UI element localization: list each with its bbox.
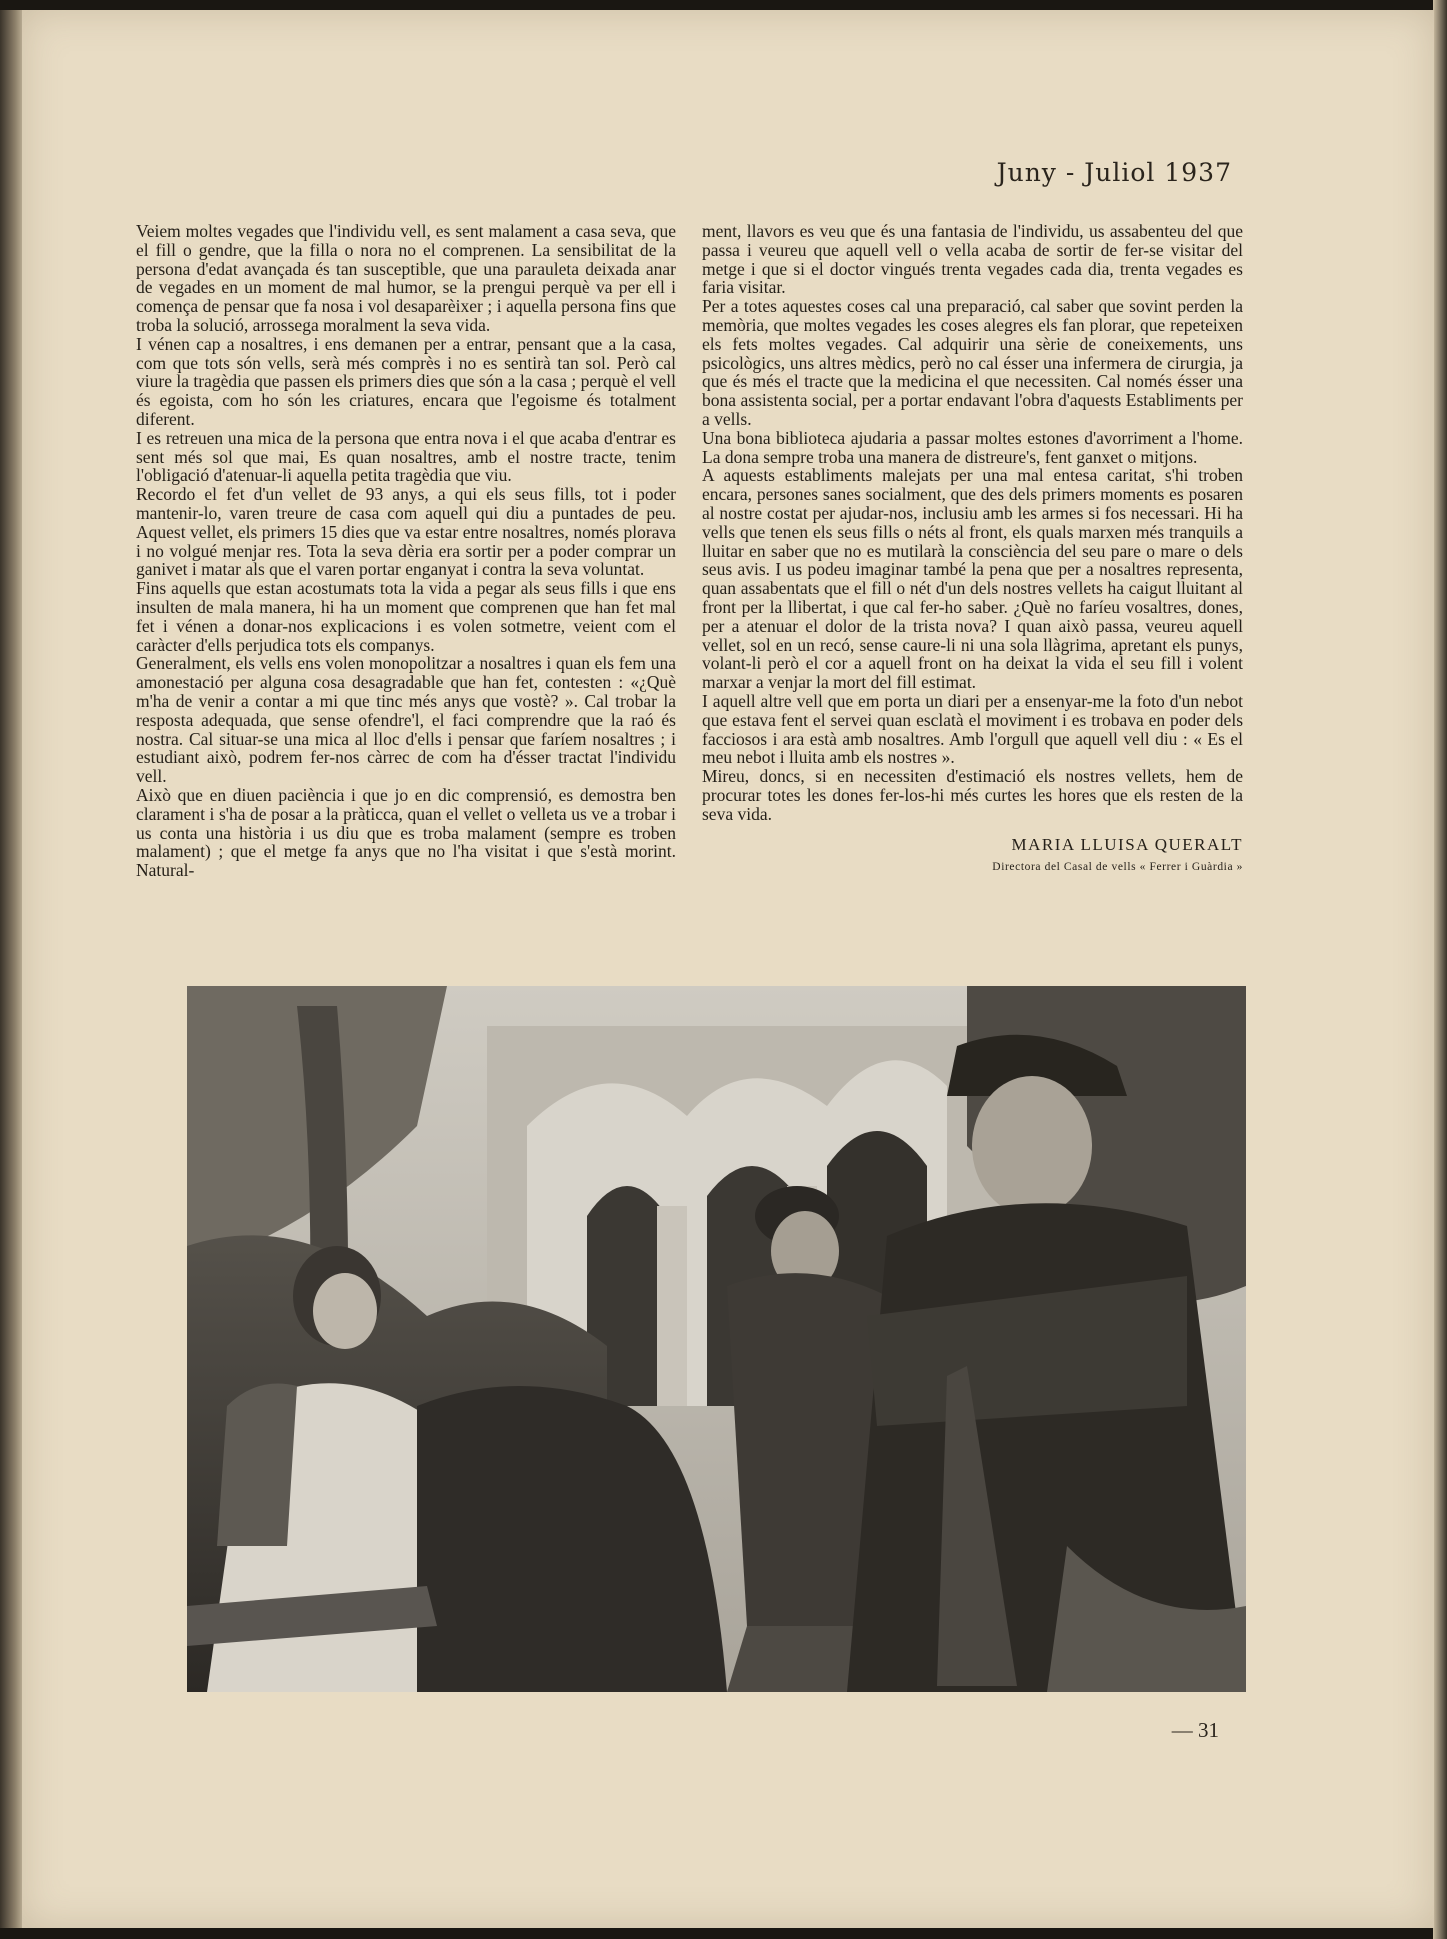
paragraph: I aquell altre vell que em porta un diari per a ensenyar-me la foto d'un nebot que estava fent el servei quan esclatà el moviment i es trobava en poder dels facciosos i ara està amb nosaltres. Amb l'orgull que aquell vell diu : « Es el meu nebot i lluita amb els nostres ». (702, 690, 1243, 768)
paragraph: Veiem moltes vegades que l'individu vell, es sent malament a casa seva, que el fill o gendre, que la filla o nora no el comprenen. La sensibilitat de la persona d'edat avançada és tan susceptible, que una parauleta deixada anar de vegades en un moment de mal humor, se la prengui perquè va per ell i comença de pensar que fa nosa i vol desaparèixer ; i aquella persona fins que troba la solució, arrossega moralment la seva vida. (136, 221, 676, 335)
paragraph: Això que en diuen paciència i que jo en dic comprensió, es demostra ben clarament i s'ha de posar a la pràticca, quan el vellet o velleta us ve a trobar i us conta una història i us diu que es troba malament (sempre es troben malament) ; que el metge fa anys que no l'ha visitat i que s'està morint. Natural- (136, 784, 676, 881)
paragraph: A aquests establiments malejats per una mal entesa caritat, s'hi troben encara, persones sanes socialment, que des dels primers moments es posaren al nostre costat per ajudar-nos, inclusiu amb les armes si fos necessari. Hi ha vells que tenen els seus fills o néts al front, els quals marxen més tranquils a lluitar en saber que no es mutilarà la consciència del seu pare o mare o dels seus avis. I us podeu imaginar també la pena que per a nosaltres representa, quan assabentats que el fill o nét d'un dels nostres vellets ha caigut lluitant al front per la llibertat, i que cal fer-ho saber. ¿Què no faríeu vosaltres, dones, per a atenuar el dolor de la trista nova? I quan això passa, veureu aquell vellet, sol en un recó, sense caure-li ni una sola llàgrima, apretant els punys, volant-li però el cor a aquell front on ha deixat la vida el seu fill i volent marxar a venjar la mort del fill estimat. (702, 465, 1243, 693)
magazine-page (22, 10, 1434, 1928)
paragraph: Per a totes aquestes coses cal una preparació, cal saber que sovint perden la memòria, que moltes vegades les coses alegres els fan plorar, que repeteixen els fets moltes vegades. Cal adquirir una sèrie de coneixements, uns psicològics, uns altres mèdics, però no cal ésser una infermera de cirurgia, ja que és més el tracte que la medicina el que necessiten. Cal només ésser una bona assistenta social, per a portar endavant l'obra d'aquests Establiments per a vells. (702, 296, 1243, 429)
article-left-column (136, 222, 676, 880)
paragraph: ment, llavors es veu que és una fantasia de l'individu, us assabenteu del que passa i veureu que aquell vell o vella acaba de sortir de fer-se visitar del metge i que si el doctor vingués trenta vegades cada dia, trenta vegades es faria visitar. (702, 221, 1243, 298)
article-right-column (702, 222, 1243, 877)
paragraph: I es retreuen una mica de la persona que entra nova i el que acaba d'entrar es sent més sol que mai, Es quan nosaltres, amb el nostre tracte, tenim l'obligació d'atenuar-li aquella petita tragèdia que viu. (136, 427, 676, 486)
page-number: — 31 (1171, 1718, 1219, 1742)
page-edge-shadow (1433, 0, 1447, 1939)
paragraph: Mireu, doncs, si en necessiten d'estimació els nostres vellets, hem de procurar totes les dones fer-los-hi més curtes les hores que els resten de la seva vida. (702, 766, 1243, 824)
paragraph: Una bona biblioteca ajudaria a passar moltes estones d'avorriment a l'home. La dona sempre troba una manera de distreure's, fent ganxet o mitjons. (702, 427, 1243, 467)
issue-date: Juny - Juliol 1937 (996, 158, 1232, 187)
article-photograph (187, 986, 1246, 1692)
author-name: MARIA LLUISA QUERALT (1011, 834, 1243, 854)
paragraph: Recordo el fet d'un vellet de 93 anys, a qui els seus fills, tot i poder mantenir-lo, varen treure de casa com aquell qui diu a puntades de peu. Aquest vellet, els primers 15 dies que va estar entre nosaltres, només plorava i no volgué menjar res. Tota la seva dèria era sortir per a poder comprar un ganivet i matar als que el varen portar enganyat i contra la seva voluntat. (136, 484, 676, 580)
author-role: Directora del Casal de vells « Ferrer i Guàrdia » (992, 861, 1243, 874)
paragraph: I vénen cap a nosaltres, i ens demanen per a entrar, pensant que a la casa, com que tots són vells, serà més comprès i no es sentirà tan sol. Però cal viure la tragèdia que passen els primers dies que són a la casa ; perquè el vell és egoista, com ho són les criatures, encara que l'egoisme és totalment diferent. (136, 333, 676, 429)
paragraph: Generalment, els vells ens volen monopolitzar a nosaltres i quan els fem una amonestació per alguna cosa desagradable que han fet, contesten : «¿Què m'ha de venir a contar a mi que tinc més anys que vostè? ». Cal trobar la resposta adequada, que sense ofendre'l, el faci comprendre que la raó és nostra. Cal situar-se una mica al lloc d'ells i pensar que faríem nosaltres ; i estudiant això, podrem fer-nos càrrec de com ha d'ésser tractat l'individu vell. (136, 653, 676, 787)
paragraph: Fins aquells que estan acostumats tota la vida a pegar als seus fills i que ens insulten de mala manera, hi ha un moment que comprenen que han fet mal fet i vénen a donar-nos explicacions i es volen sotmetre, veient com el caràcter d'ells perjudica tots els companys. (136, 578, 676, 655)
